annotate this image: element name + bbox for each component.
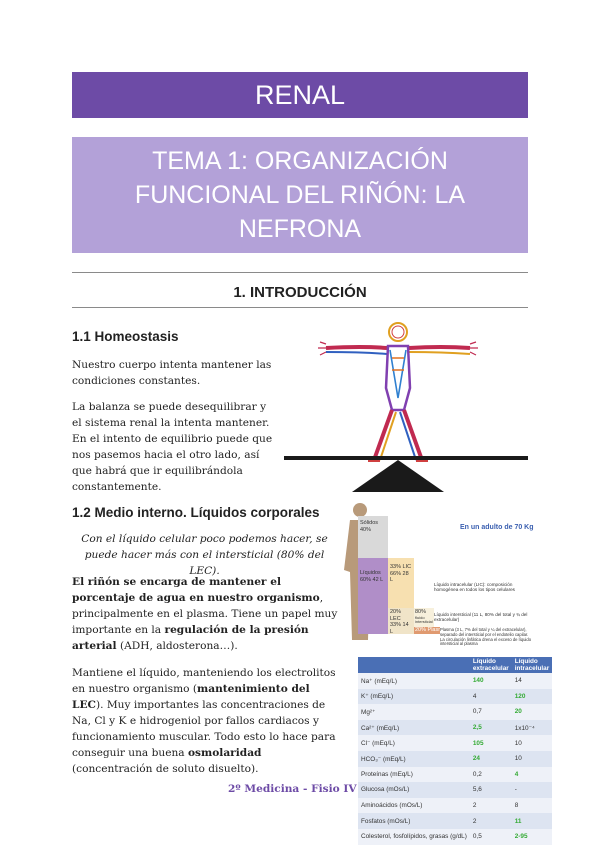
homeostasis-paragraph-2: La balanza se puede desequilibrar y el sistema renal la intenta mantener. En el intento de equilibrio puede que nos pasemos hacia el otro lado, así que habrá que ir equilibrándola constantemente. [72, 401, 273, 493]
table-row [358, 704, 552, 720]
liquids-bar [358, 558, 388, 634]
table-cell-lec: 0,2 [470, 767, 512, 783]
table-row [358, 813, 552, 829]
p1-bold-2: regulación de la presión arterial [72, 624, 309, 652]
table-cell-parameter: Colesterol, fosfolípidos, grasas (g/dL) [358, 829, 470, 845]
table-cell-lic: 10 [512, 735, 552, 751]
table-cell-parameter: Na⁺ (mEq/L) [358, 673, 470, 689]
p2-bold-2: osmolaridad [187, 747, 262, 759]
table-header-row [358, 657, 552, 673]
table-cell-lic: 11 [512, 813, 552, 829]
table-cell-lic: 10 [512, 751, 552, 767]
table-row [358, 798, 552, 814]
topic-title-line-1: TEMA 1: ORGANIZACIÓN [152, 147, 448, 175]
lec-bar [388, 608, 414, 634]
table-cell-lic: 20 [512, 704, 552, 720]
table-header-lec: Líquido extracelular [470, 657, 512, 673]
table-cell-lic: 2-95 [512, 829, 552, 845]
table-cell-lec: 140 [470, 673, 512, 689]
table-cell-parameter: Aminoácidos (mOs/L) [358, 798, 470, 814]
table-header-empty [358, 657, 470, 673]
topic-banner [72, 137, 528, 253]
homeostasis-heading: 1.1 Homeostasis [72, 329, 179, 344]
table-row [358, 689, 552, 705]
solids-label: Sólidos 40% [360, 520, 379, 533]
lec-label: 20% LEC 33% 14 L [390, 609, 409, 635]
medio-italic-note: Con el líquido celular poco podemos hacer, se puede hacer más con el intersticial (80% del LEC). [81, 533, 328, 577]
electrolyte-table [358, 657, 552, 845]
table-cell-lec: 4 [470, 689, 512, 705]
table-cell-parameter: Ca²⁺ (mEq/L) [358, 720, 470, 736]
medio-paragraph-2 [72, 665, 340, 777]
table-cell-lec: 2,5 [470, 720, 512, 736]
medio-interno-heading: 1.2 Medio interno. Líquidos corporales [72, 505, 320, 520]
table-cell-parameter: Cl⁻ (mEq/L) [358, 735, 470, 751]
table-cell-parameter: HCO₃⁻ (mEq/L) [358, 751, 470, 767]
table-cell-parameter: Fosfatos (mOs/L) [358, 813, 470, 829]
balance-figure-illustration [282, 318, 532, 493]
interstitial-pct: 80% [415, 609, 427, 615]
plasma-bar [414, 627, 446, 634]
subject-banner [72, 72, 528, 118]
medio-paragraph-1 [72, 574, 340, 654]
divider-bottom [72, 307, 528, 308]
table-cell-parameter: Proteínas (mEq/L) [358, 767, 470, 783]
table-row [358, 767, 552, 783]
topic-title-line-3: NEFRONA [238, 215, 362, 243]
interstitial-label: fluido intersticial [415, 614, 433, 624]
p2-bold-1: mantenimiento del LEC [72, 683, 310, 711]
plasma-label: 20% Plasma [415, 627, 446, 633]
lic-bar [388, 558, 414, 608]
homeostasis-paragraph-1: Nuestro cuerpo intenta mantener las condiciones constantes. [72, 359, 272, 387]
footer-course: 2º Medicina - Fisio IV [228, 783, 357, 795]
p2-text-3: (concentración de soluto disuelto). [72, 763, 259, 775]
p1-bold-1: El riñón se encarga de mantener el porcentaje de agua en nuestro organismo [72, 576, 320, 604]
table-row [358, 829, 552, 845]
table-cell-lic: 4 [512, 767, 552, 783]
table-cell-lic: 1x10⁻⁴ [512, 720, 552, 736]
table-cell-lec: 5,6 [470, 782, 512, 798]
table-cell-lec: 0,5 [470, 829, 512, 845]
table-row [358, 751, 552, 767]
table-cell-parameter: Mg²⁺ [358, 704, 470, 720]
table-cell-lic: - [512, 782, 552, 798]
solids-bar [358, 516, 388, 558]
interstitial-note: Líquido intersticial (11 L, 80% del total y ¾ del extracelular) [434, 612, 528, 623]
table-cell-lec: 105 [470, 735, 512, 751]
table-cell-lec: 2 [470, 798, 512, 814]
table-row [358, 782, 552, 798]
table-row [358, 735, 552, 751]
table-cell-lec: 24 [470, 751, 512, 767]
table-cell-parameter: Glucosa (mOs/L) [358, 782, 470, 798]
plasma-note: Plasma (3 L, 7% del total y ¼ del extracelular), separado del intersticial por el endotelio capilar. La circulación linfática drena el exceso de líquido intersticial al plasma [440, 627, 532, 647]
topic-title-line-2: FUNCIONAL DEL RIÑÓN: LA [134, 181, 466, 209]
table-cell-lec: 0,7 [470, 704, 512, 720]
table-cell-parameter: K⁺ (mEq/L) [358, 689, 470, 705]
chart-title: En un adulto de 70 Kg [460, 524, 534, 531]
table-row [358, 720, 552, 736]
body-fluid-chart [342, 500, 532, 650]
section-title: 1. INTRODUCCIÓN [233, 284, 367, 301]
table-cell-lic: 14 [512, 673, 552, 689]
p1-text-1: , principalmente en el plasma. Tiene un papel muy importante en la [72, 592, 338, 636]
p2-text-1: Mantiene el líquido, manteniendo los electrolitos en nuestro organismo ( [72, 667, 336, 695]
p1-text-2: (ADH, aldosterona…). [116, 640, 238, 652]
interstitial-bar [414, 608, 434, 627]
table-cell-lec: 2 [470, 813, 512, 829]
liquids-label: Líquidos 60% 42 L [360, 570, 384, 583]
lic-label: 33% LIC 66% 28 L [390, 564, 412, 583]
table-cell-lic: 8 [512, 798, 552, 814]
p2-text-2: ). Muy importantes las concentraciones de Na, Cl y K e hidrogeniol por fallos cardiacos y funcionamiento muscular. Todo esto lo hace para conseguir una buena [72, 699, 336, 759]
subject-title: RENAL [254, 79, 346, 110]
table-header-lic: Líquido intracelular [512, 657, 552, 673]
lic-note: Líquido intracelular (LIC): composición homogénea en todos los tipos celulares [434, 582, 515, 593]
table-cell-lic: 120 [512, 689, 552, 705]
table-row [358, 673, 552, 689]
divider-top [72, 272, 528, 273]
